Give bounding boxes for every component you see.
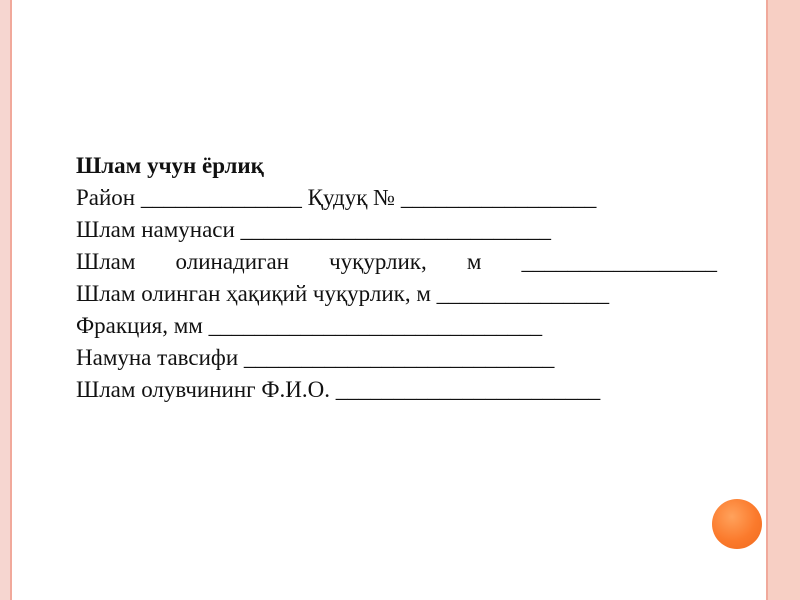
sludge-label-form <box>76 150 736 406</box>
left-border-inner <box>10 0 12 600</box>
planned-depth-line <box>76 246 717 278</box>
collector-name-line: Шлам олувчининг Ф.И.О. _______________________ <box>76 377 601 402</box>
planned-depth-blank: _________________ <box>521 249 717 274</box>
form-title: Шлам учун ёрлиқ <box>76 153 264 178</box>
actual-depth-line: Шлам олинган ҳақиқий чуқурлик, м _______________ <box>76 281 610 306</box>
left-border-outer <box>0 0 10 600</box>
fraction-line: Фракция, мм _____________________________ <box>76 313 543 338</box>
planned-depth-word-2: олинадиган <box>175 249 289 274</box>
planned-depth-word-4: м <box>466 249 482 274</box>
sample-description-line: Намуна тавсифи ___________________________ <box>76 345 555 370</box>
planned-depth-word-1: Шлам <box>76 249 136 274</box>
sludge-sample-line: Шлам намунаси ___________________________ <box>76 217 552 242</box>
orange-circle-icon <box>712 499 762 549</box>
planned-depth-word-3: чуқурлик, <box>329 249 427 274</box>
district-well-line: Район ______________ Қудуқ № _________________ <box>76 185 597 210</box>
right-border-outer <box>768 0 800 600</box>
